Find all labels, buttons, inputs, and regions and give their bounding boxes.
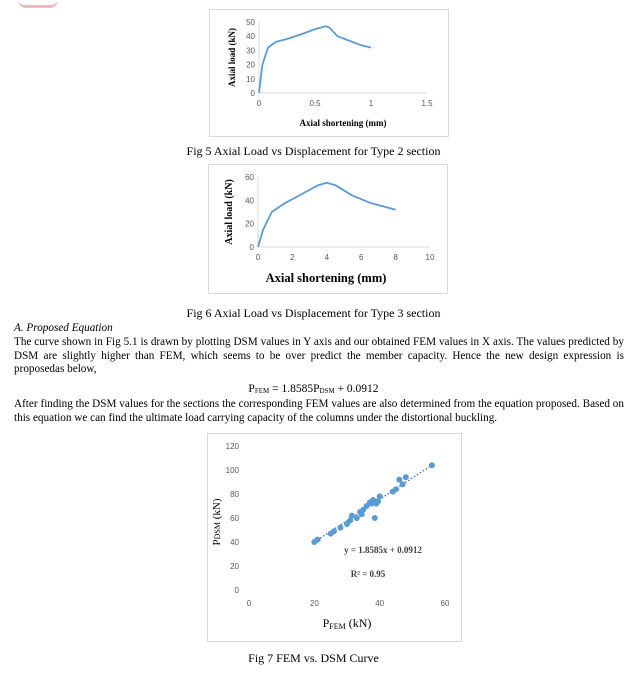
y-axis-label: PDSM (kN) bbox=[211, 498, 223, 546]
x-axis-label: PFEM (kN) bbox=[322, 616, 372, 631]
fig7-plot bbox=[208, 434, 461, 641]
y-tick-label: 80 bbox=[230, 490, 239, 499]
y-axis-label: Axial load (kN) bbox=[224, 179, 235, 245]
trendline-equation: y = 1.8585x + 0.0912 bbox=[344, 545, 422, 555]
x-tick-label: 0 bbox=[256, 99, 262, 108]
data-point bbox=[393, 486, 399, 492]
y-tick-label: 0 bbox=[234, 586, 239, 595]
x-tick-label: 1.5 bbox=[421, 99, 433, 108]
paragraph-1: The curve shown in Fig 5.1 is drawn by plotting DSM values in Y axis and our obtained FEM values in X axis. The values predicted by DSM are slightly higher than FEM, which seems to be over predict the member capacity. Hence the new design expression is proposedas below, bbox=[14, 336, 624, 376]
data-point bbox=[403, 474, 409, 480]
data-point bbox=[372, 515, 378, 521]
series-line bbox=[259, 26, 371, 93]
eq-lhs-sub: FEM bbox=[254, 387, 270, 395]
page-top-mark bbox=[18, 0, 58, 8]
section-heading: A. Proposed Equation bbox=[14, 322, 113, 334]
y-tick-label: 40 bbox=[230, 538, 239, 547]
fig5-chart bbox=[209, 9, 449, 137]
y-tick-label: 30 bbox=[246, 46, 255, 56]
y-tick-label: 20 bbox=[246, 60, 255, 70]
y-tick-label: 50 bbox=[246, 18, 255, 27]
y-tick-label: 0 bbox=[250, 89, 255, 98]
y-tick-label: 20 bbox=[245, 219, 254, 229]
eq-mid: = 1.8585P bbox=[269, 383, 320, 395]
fig6-caption: Fig 6 Axial Load vs Displacement for Type 3 section bbox=[186, 306, 441, 320]
x-tick-label: 0 bbox=[246, 599, 252, 608]
data-point bbox=[377, 493, 383, 499]
eq-tail: + 0.0912 bbox=[334, 383, 379, 395]
r-squared-label: R² = 0.95 bbox=[350, 569, 386, 579]
x-tick-label: 4 bbox=[324, 253, 330, 262]
y-tick-label: 100 bbox=[225, 466, 239, 475]
x-axis-label: Axial shortening (mm) bbox=[265, 271, 387, 285]
y-tick-label: 40 bbox=[246, 32, 255, 42]
proposed-equation bbox=[0, 383, 627, 395]
fig6-chart bbox=[208, 164, 448, 294]
data-point bbox=[429, 462, 435, 468]
fig7-caption: Fig 7 FEM vs. DSM Curve bbox=[248, 651, 379, 665]
y-tick-label: 40 bbox=[245, 196, 254, 206]
data-point bbox=[331, 528, 337, 534]
y-tick-label: 60 bbox=[230, 514, 239, 523]
y-tick-label: 10 bbox=[246, 74, 255, 84]
series-line bbox=[258, 183, 396, 247]
data-point bbox=[337, 525, 343, 531]
x-tick-label: 6 bbox=[358, 253, 364, 262]
fig7-chart bbox=[207, 433, 462, 642]
x-tick-label: 8 bbox=[393, 253, 398, 262]
x-tick-label: 60 bbox=[440, 599, 450, 608]
x-tick-label: 10 bbox=[425, 253, 435, 262]
data-point bbox=[315, 537, 321, 543]
data-point bbox=[354, 515, 360, 521]
y-tick-label: 0 bbox=[249, 243, 254, 252]
x-tick-label: 0 bbox=[255, 253, 261, 262]
y-tick-label: 60 bbox=[245, 173, 254, 182]
fig5-plot bbox=[210, 10, 448, 136]
fig5-caption: Fig 5 Axial Load vs Displacement for Type 2 section bbox=[186, 144, 441, 158]
paragraph-2: After finding the DSM values for the sections the corresponding FEM values are also determined from the equation proposed. Based on this equation we can find the ultimate load carrying capacity of the columns under the distortional buckling. bbox=[14, 398, 624, 424]
x-tick-label: 40 bbox=[375, 599, 385, 608]
data-point bbox=[400, 481, 406, 487]
x-tick-label: 0.5 bbox=[309, 99, 321, 108]
y-axis-label: Axial load (kN) bbox=[227, 27, 237, 88]
eq-lhs-main: P bbox=[248, 383, 255, 395]
x-tick-label: 20 bbox=[309, 599, 319, 608]
fig6-plot bbox=[209, 165, 447, 293]
y-tick-label: 120 bbox=[225, 442, 239, 451]
eq-rhs-sub: DSM bbox=[319, 387, 335, 395]
x-tick-label: 2 bbox=[290, 253, 295, 262]
x-axis-label: Axial shortening (mm) bbox=[299, 118, 387, 128]
x-tick-label: 1 bbox=[368, 99, 374, 108]
y-tick-label: 20 bbox=[230, 562, 239, 571]
